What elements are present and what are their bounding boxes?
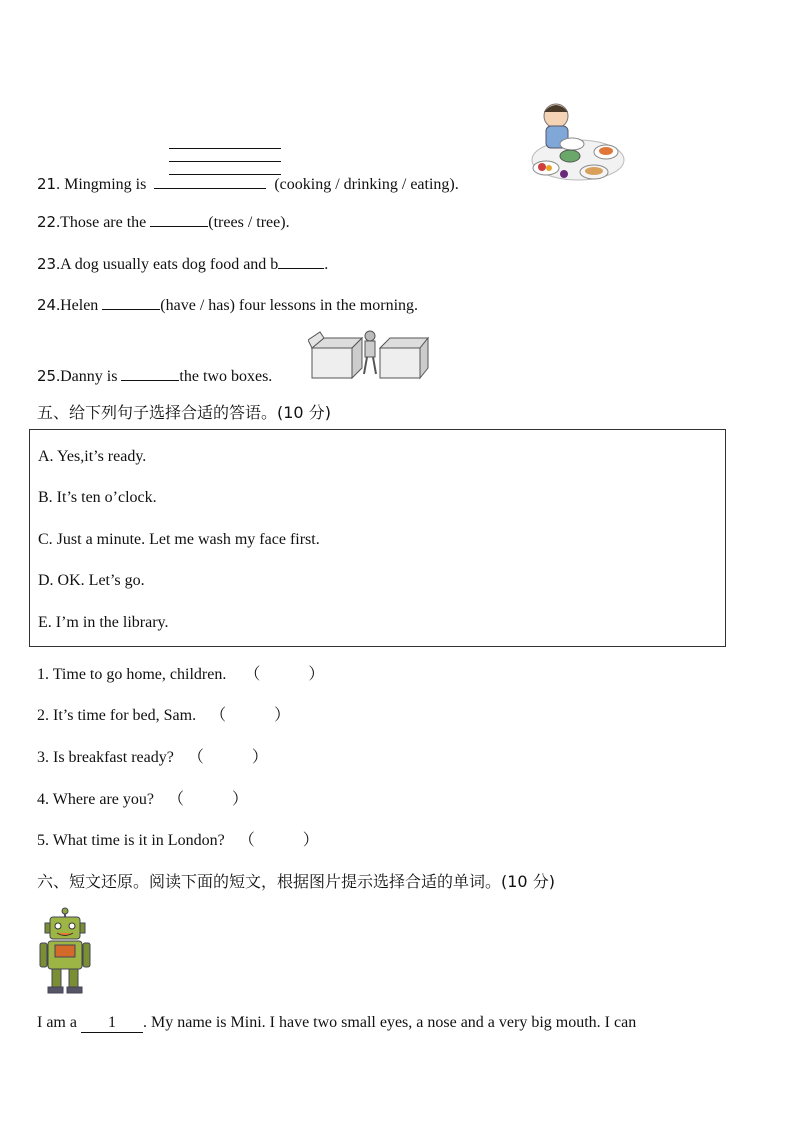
- q24-number: 24: [37, 296, 57, 314]
- section5-title: 五、给下列句子选择合适的答语。(10 分): [37, 403, 331, 422]
- s5-q1-text: 1. Time to go home, children.: [37, 666, 227, 683]
- question-24: [37, 295, 418, 315]
- s5-question-5: [37, 827, 319, 850]
- q21-options: (cooking / drinking / eating).: [274, 176, 459, 193]
- robot-illustration: [38, 907, 92, 995]
- section6-title: 六、短文还原。阅读下面的短文，根据图片提示选择合适的单词。(10 分): [37, 872, 555, 891]
- q21-text: . Mingming is: [56, 176, 147, 193]
- q25-blank[interactable]: [121, 366, 179, 381]
- q23-blank[interactable]: [278, 254, 324, 269]
- q23-number: 23: [37, 255, 57, 273]
- q25-number: 25: [37, 367, 57, 385]
- question-23: [37, 254, 328, 274]
- s5-question-4: [37, 786, 248, 809]
- s5-q4-answer-slot[interactable]: （ ）: [167, 791, 249, 808]
- q24-blank[interactable]: [102, 295, 160, 310]
- s5-q1-answer-slot[interactable]: （ ）: [244, 666, 325, 683]
- s5-question-3: [37, 744, 268, 767]
- q21-blank[interactable]: [154, 174, 266, 189]
- q22-number: 22: [37, 213, 57, 231]
- boxes-illustration: [308, 326, 432, 382]
- q23-text: .A dog usually eats dog food and b: [56, 256, 279, 273]
- passage-line-1: [37, 1014, 636, 1033]
- option-a: A. Yes,it’s ready.: [38, 448, 147, 465]
- q23-suffix: .: [324, 256, 329, 273]
- q25-suffix: the two boxes.: [179, 368, 273, 385]
- blank-number-1: 1: [107, 1014, 116, 1031]
- s5-q2-text: 2. It’s time for bed, Sam.: [37, 707, 197, 724]
- s5-q5-text: 5. What time is it in London?: [37, 832, 225, 849]
- s5-q3-answer-slot[interactable]: （ ）: [187, 749, 268, 766]
- q24-options: (have / has) four lessons in the morning.: [160, 297, 419, 314]
- q25-text: .Danny is: [56, 368, 118, 385]
- q22-text: .Those are the: [56, 214, 147, 231]
- question-21: [37, 174, 459, 194]
- s5-q3-text: 3. Is breakfast ready?: [37, 749, 174, 766]
- boy-eating-illustration: [518, 94, 626, 186]
- s5-q2-answer-slot[interactable]: （ ）: [210, 707, 291, 724]
- option-c: C. Just a minute. Let me wash my face first.: [38, 531, 320, 548]
- passage-start: I am a: [37, 1014, 77, 1031]
- s5-q5-answer-slot[interactable]: （ ）: [238, 832, 319, 849]
- q24-text: .Helen: [56, 297, 99, 314]
- q22-options: (trees / tree).: [208, 214, 290, 231]
- option-d: D. OK. Let’s go.: [38, 572, 145, 589]
- q22-blank[interactable]: [150, 212, 208, 227]
- q21-number: 21: [37, 175, 57, 193]
- passage-rest: . My name is Mini. I have two small eyes, a nose and a very big mouth. I can: [142, 1014, 637, 1031]
- option-e: E. I’m in the library.: [38, 614, 169, 631]
- question-22: [37, 212, 290, 232]
- answer-options-box: [29, 429, 726, 647]
- question-25: [37, 366, 272, 386]
- passage-blank-1[interactable]: [81, 1014, 143, 1033]
- s5-q4-text: 4. Where are you?: [37, 791, 154, 808]
- s5-question-2: [37, 702, 290, 725]
- option-b: B. It’s ten o’clock.: [38, 489, 157, 506]
- s5-question-1: [37, 661, 324, 684]
